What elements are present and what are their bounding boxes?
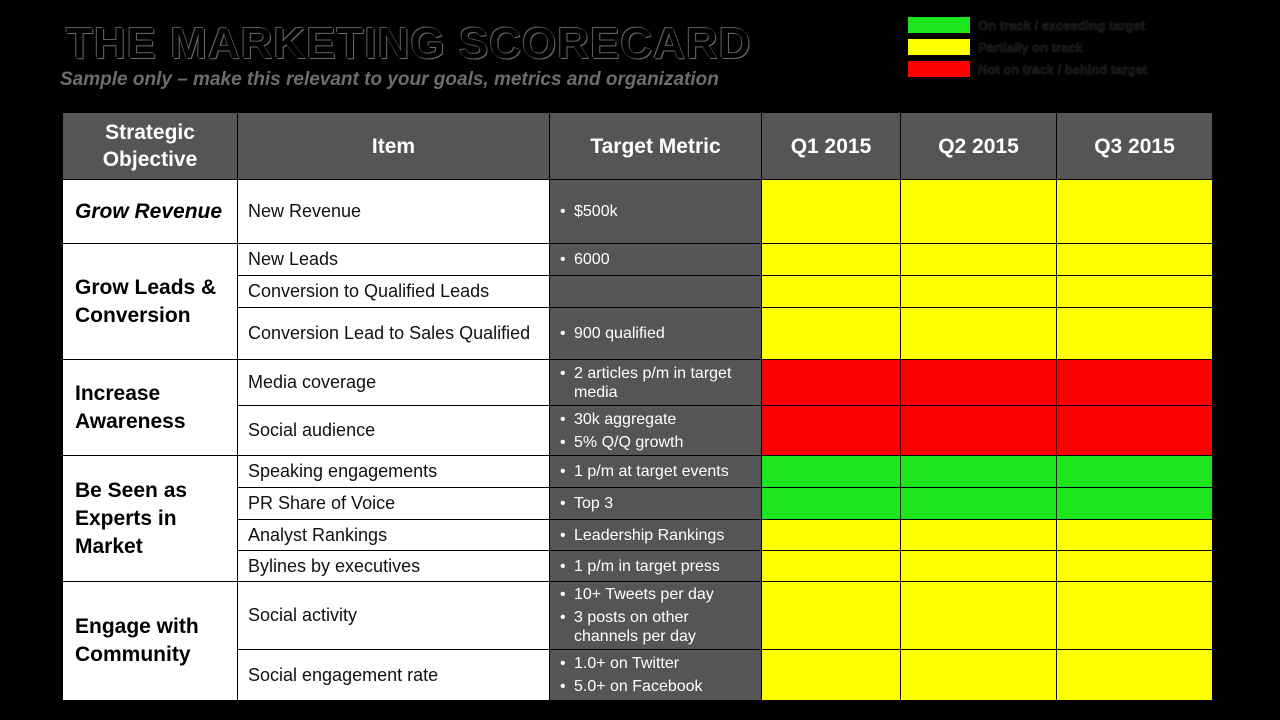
status-cell-q2 [901,488,1057,520]
bullet-icon: • [560,495,566,512]
strategic-objective-cell: Engage with Community [63,582,238,701]
metric-bullet [560,585,755,604]
status-cell-q2 [901,276,1057,308]
bullet-icon: • [560,609,566,626]
metric-text: 5% Q/Q growth [574,433,684,451]
column-header-target-metric: Target Metric [550,113,762,180]
status-cell-q2 [901,582,1057,650]
table-row [63,582,1213,650]
item-cell: Analyst Rankings [238,520,550,551]
bullet-icon: • [560,557,566,575]
target-metric-cell [550,456,762,488]
table-row [63,244,1213,276]
status-cell-q2 [901,406,1057,456]
metric-text: 10+ Tweets per day [574,586,714,603]
metric-bullet [560,557,755,576]
status-cell-q1 [762,276,901,308]
status-cell-q2 [901,520,1057,551]
page-subtitle: Sample only – make this relevant to your goals, metrics and organization [60,69,719,90]
bullet-icon: • [560,325,566,342]
metric-bullet [560,433,755,452]
metric-bullet [560,526,755,545]
metric-text: Leadership Rankings [574,526,725,544]
status-cell-q3 [1057,308,1213,360]
legend-item-green [908,14,1208,36]
target-metric-cell [550,650,762,701]
item-cell: PR Share of Voice [238,488,550,520]
status-cell-q3 [1057,551,1213,582]
bullet-icon: • [560,586,566,603]
status-cell-q1 [762,406,901,456]
target-metric-cell [550,406,762,456]
yellow-swatch-icon [908,39,970,55]
status-cell-q3 [1057,406,1213,456]
item-cell: Social engagement rate [238,650,550,701]
item-cell: New Leads [238,244,550,276]
item-cell: New Revenue [238,180,550,244]
status-cell-q1 [762,582,901,650]
metric-bullet [560,462,755,481]
page-title: THE MARKETING SCORECARD [66,19,752,68]
target-metric-cell [550,308,762,360]
legend-label: On track / exceeding target [978,17,1145,33]
status-cell-q2 [901,650,1057,701]
metric-bullet [560,654,755,673]
status-legend [908,14,1208,80]
column-header-q1: Q1 2015 [762,113,901,180]
status-cell-q1 [762,520,901,551]
status-cell-q3 [1057,650,1213,701]
bullet-icon: • [560,433,566,451]
item-cell: Bylines by executives [238,551,550,582]
metric-text: 900 qualified [574,325,665,342]
bullet-icon: • [560,463,566,480]
bullet-icon: • [560,251,566,268]
status-cell-q3 [1057,520,1213,551]
column-header-q2: Q2 2015 [901,113,1057,180]
item-cell: Speaking engagements [238,456,550,488]
status-cell-q2 [901,308,1057,360]
target-metric-cell [550,551,762,582]
status-cell-q1 [762,650,901,701]
status-cell-q2 [901,551,1057,582]
bullet-icon: • [560,203,566,220]
table-header-row [63,113,1213,180]
strategic-objective-cell: Grow Leads & Conversion [63,244,238,360]
legend-item-red [908,58,1208,80]
target-metric-cell [550,244,762,276]
status-cell-q1 [762,180,901,244]
table-row [63,456,1213,488]
metric-text: 1.0+ on Twitter [574,655,680,672]
metric-text: 5.0+ on Facebook [574,678,703,695]
bullet-icon: • [560,364,566,382]
table-row [63,360,1213,406]
status-cell-q1 [762,456,901,488]
bullet-icon: • [560,526,566,544]
target-metric-cell [550,180,762,244]
metric-text: 6000 [574,251,610,268]
metric-text: 2 articles p/m in target media [574,364,732,401]
target-metric-cell [550,582,762,650]
legend-label: Not on track / behind target [978,61,1148,77]
metric-text: 1 p/m in target press [574,557,720,575]
item-cell: Conversion Lead to Sales Qualified [238,308,550,360]
item-cell: Social activity [238,582,550,650]
column-header-q3: Q3 2015 [1057,113,1213,180]
status-cell-q1 [762,360,901,406]
metric-text: 30k aggregate [574,410,677,428]
green-swatch-icon [908,17,970,33]
bullet-icon: • [560,678,566,695]
strategic-objective-cell: Grow Revenue [63,180,238,244]
status-cell-q3 [1057,360,1213,406]
legend-item-yellow [908,36,1208,58]
scorecard-table [62,112,1213,701]
status-cell-q2 [901,180,1057,244]
legend-label: Partially on track [978,39,1083,55]
strategic-objective-cell: Be Seen as Experts in Market [63,456,238,582]
metric-bullet [560,410,755,429]
table-row [63,180,1213,244]
status-cell-q1 [762,488,901,520]
metric-text: Top 3 [574,495,614,512]
metric-bullet [560,202,755,221]
status-cell-q1 [762,244,901,276]
metric-bullet [560,494,755,513]
strategic-objective-cell: Increase Awareness [63,360,238,456]
metric-bullet [560,250,755,269]
status-cell-q3 [1057,456,1213,488]
metric-bullet [560,608,755,646]
status-cell-q3 [1057,180,1213,244]
metric-text: 1 p/m at target events [574,463,729,480]
status-cell-q3 [1057,488,1213,520]
column-header-objective: Strategic Objective [63,113,238,180]
item-cell: Conversion to Qualified Leads [238,276,550,308]
item-cell: Social audience [238,406,550,456]
item-cell: Media coverage [238,360,550,406]
metric-text: 3 posts on other channels per day [574,609,696,645]
status-cell-q3 [1057,244,1213,276]
metric-bullet [560,324,755,343]
target-metric-cell [550,488,762,520]
metric-bullet [560,677,755,696]
status-cell-q3 [1057,276,1213,308]
status-cell-q1 [762,308,901,360]
status-cell-q1 [762,551,901,582]
target-metric-cell [550,276,762,308]
status-cell-q2 [901,244,1057,276]
target-metric-cell [550,520,762,551]
metric-bullet [560,364,755,402]
status-cell-q3 [1057,582,1213,650]
status-cell-q2 [901,456,1057,488]
bullet-icon: • [560,410,566,428]
target-metric-cell [550,360,762,406]
column-header-item: Item [238,113,550,180]
status-cell-q2 [901,360,1057,406]
bullet-icon: • [560,655,566,672]
metric-text: $500k [574,203,618,220]
red-swatch-icon [908,61,970,77]
